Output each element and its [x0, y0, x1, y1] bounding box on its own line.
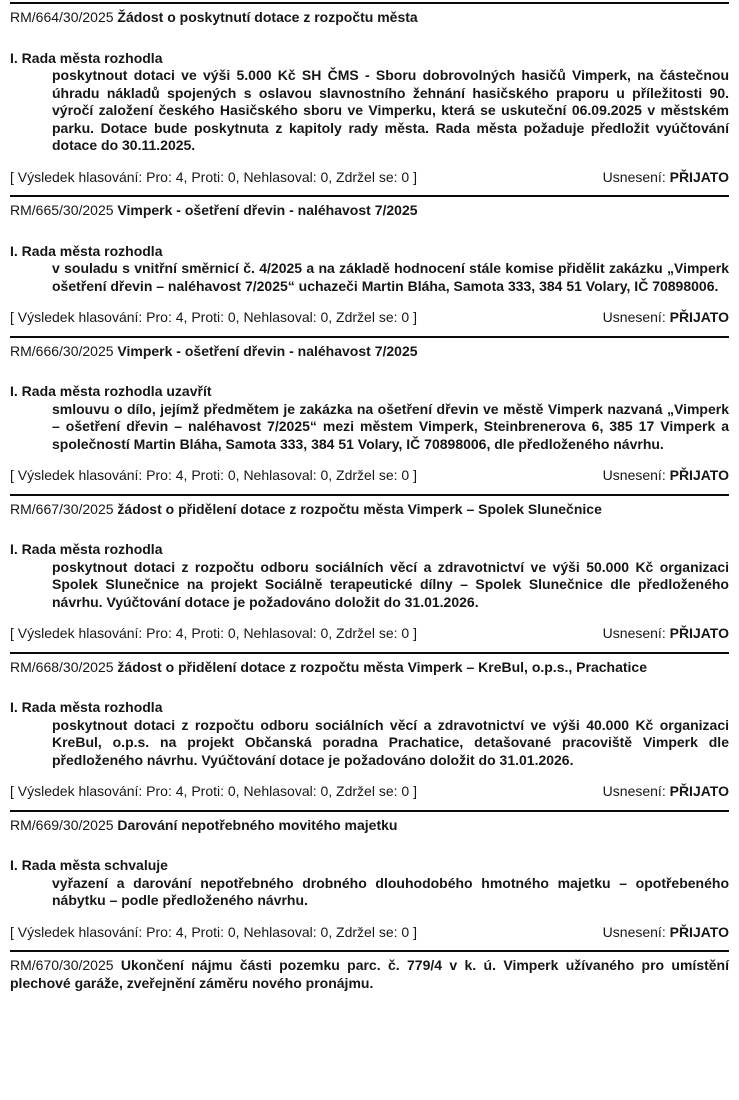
- resolution-title-text: Ukončení nájmu části pozemku parc. č. 779/4 v k. ú. Vimperk užívaného pro umístění plechové garáže, zveřejnění záměru nového pronájmu.: [10, 957, 729, 991]
- resolution-title-text: Darování nepotřebného movitého majetku: [117, 816, 398, 833]
- resolution-status-value: PŘIJATO: [669, 309, 729, 325]
- resolution-title: [10, 659, 729, 677]
- resolution-title-text: Vimperk - ošetření dřevin - naléhavost 7/2025: [117, 202, 418, 218]
- vote-result: [ Výsledek hlasování: Pro: 4, Proti: 0, Nehlasoval: 0, Zdržel se: 0 ]: [10, 783, 417, 799]
- resolution-status-value: PŘIJATO: [669, 168, 729, 185]
- resolution-status: [603, 169, 729, 187]
- resolution-status-value: PŘIJATO: [669, 783, 729, 799]
- resolution-title: [10, 817, 729, 835]
- separator-rule: [10, 810, 729, 812]
- resolution-status: [603, 309, 729, 327]
- resolution-title-text: žádost o přidělení dotace z rozpočtu města Vimperk – KreBul, o.p.s., Prachatice: [117, 658, 647, 675]
- resolution-title-text: Vimperk - ošetření dřevin - naléhavost 7/2025: [117, 342, 418, 359]
- resolution-body: poskytnout dotaci z rozpočtu odboru sociálních věcí a zdravotnictví ve výši 40.000 Kč organizaci KreBul, o.p.s. na projekt Občanská poradna Prachatice, detašované pracoviště Vimperk dle předloženého návrhu. Vyúčtování dotace je požadováno doložit do 31.01.2026.: [52, 716, 729, 768]
- resolution-section-670: [10, 957, 729, 992]
- resolution-title-text: Žádost o poskytnutí dotace z rozpočtu města: [117, 9, 418, 25]
- resolution-status-value: PŘIJATO: [669, 467, 729, 483]
- resolution-status-label: Usnesení:: [602, 467, 666, 483]
- resolution-body: poskytnout dotaci z rozpočtu odboru sociálních věcí a zdravotnictví ve výši 50.000 Kč organizaci Spolek Slunečnice na projekt Sociálně terapeutické dílny – Spolek Slunečnice dle předloženého návrhu. Vyúčtování dotace je požadováno doložit do 31.01.2026.: [52, 558, 729, 610]
- resolution-number: RM/666/30/2025: [10, 342, 114, 359]
- resolution-section-669: [10, 817, 729, 953]
- vote-row: [10, 625, 729, 643]
- resolution-body: poskytnout dotaci ve výši 5.000 Kč SH ČMS - Sboru dobrovolných hasičů Vimperk, na částečnou úhradu nákladů spojených s oslavou slavnostního žehnání hasičského praporu u příležitosti 90. výročí založení českého Hasičského sboru ve Vimperku, která se uskuteční 06.09.2025 v městském parku. Dotace bude poskytnuta z kapitoly rady města. Rada města požaduje předložit vyúčtování dotace do 30.11.2025.: [52, 67, 729, 153]
- clause-heading: I. Rada města schvaluje: [10, 857, 168, 873]
- separator-rule: [10, 2, 729, 4]
- vote-row: [10, 783, 729, 801]
- vote-row: [10, 924, 729, 942]
- resolution-status-label: Usnesení:: [602, 783, 666, 799]
- resolution-title: [10, 343, 729, 361]
- resolution-section-668: [10, 659, 729, 812]
- vote-row: [10, 309, 729, 327]
- separator-rule: [10, 336, 729, 338]
- resolution-number: RM/668/30/2025: [10, 658, 114, 675]
- resolution-section-665: [10, 202, 729, 338]
- vote-result: [ Výsledek hlasování: Pro: 4, Proti: 0, Nehlasoval: 0, Zdržel se: 0 ]: [10, 625, 417, 641]
- resolution-status-value: PŘIJATO: [669, 923, 729, 940]
- resolution-number: RM/667/30/2025: [10, 500, 114, 517]
- resolution-status-label: Usnesení:: [602, 168, 666, 185]
- vote-result: [ Výsledek hlasování: Pro: 4, Proti: 0, Nehlasoval: 0, Zdržel se: 0 ]: [10, 467, 417, 483]
- resolution-number: RM/669/30/2025: [10, 816, 114, 833]
- clause-heading: I. Rada města rozhodla: [10, 242, 163, 259]
- resolution-title: [10, 202, 729, 220]
- vote-result: [ Výsledek hlasování: Pro: 4, Proti: 0, Nehlasoval: 0, Zdržel se: 0 ]: [10, 168, 417, 185]
- resolution-title-text: žádost o přidělení dotace z rozpočtu města Vimperk – Spolek Slunečnice: [117, 500, 602, 517]
- vote-row: [10, 169, 729, 187]
- clause-heading: I. Rada města rozhodla: [10, 699, 163, 715]
- resolution-section-666: [10, 343, 729, 496]
- resolution-title: [10, 501, 729, 519]
- vote-row: [10, 467, 729, 485]
- resolution-status: [603, 625, 729, 643]
- resolution-body: vyřazení a darování nepotřebného drobného dlouhodobého hmotného majetku – opotřebeného nábytku – podle předloženého návrhu.: [52, 874, 729, 908]
- resolution-body: smlouvu o dílo, jejímž předmětem je zakázka na ošetření dřevin ve městě Vimperk nazvaná „Vimperk – ošetření dřevin – naléhavost 7/2025“ mezi městem Vimperk, Steinbrenerova 6, 385 17 Vimperk a společností Martin Bláha, Samota 333, 384 51 Volary, IČ 70898006, dle předloženého návrhu.: [52, 400, 729, 452]
- resolution-status-value: PŘIJATO: [669, 625, 729, 641]
- resolution-section-667: [10, 501, 729, 654]
- resolution-title: [10, 957, 729, 992]
- clause-heading: I. Rada města rozhodla: [10, 49, 163, 66]
- resolution-status: [603, 467, 729, 485]
- separator-rule: [10, 950, 729, 952]
- resolution-status-label: Usnesení:: [602, 309, 666, 325]
- separator-rule: [10, 652, 729, 654]
- resolution-status: [603, 924, 729, 942]
- resolution-title: [10, 9, 729, 27]
- document-page: [0, 2, 739, 1100]
- clause-heading: I. Rada města rozhodla: [10, 541, 163, 557]
- resolution-status-label: Usnesení:: [602, 923, 666, 940]
- clause-heading: I. Rada města rozhodla uzavřít: [10, 383, 212, 399]
- resolution-number: RM/670/30/2025: [10, 957, 114, 973]
- resolution-section-664: [10, 9, 729, 197]
- resolution-body: v souladu s vnitřní směrnicí č. 4/2025 a na základě hodnocení stále komise přidělit zakázku „Vimperk ošetření dřevin – naléhavost 7/2025“ uchazeči Martin Bláha, Samota 333, 384 51 Volary, IČ 70898006.: [52, 260, 729, 294]
- resolution-number: RM/664/30/2025: [10, 9, 114, 25]
- resolution-status: [603, 783, 729, 801]
- vote-result: [ Výsledek hlasování: Pro: 4, Proti: 0, Nehlasoval: 0, Zdržel se: 0 ]: [10, 923, 417, 940]
- separator-rule: [10, 195, 729, 197]
- resolution-number: RM/665/30/2025: [10, 202, 114, 218]
- separator-rule: [10, 494, 729, 496]
- resolution-status-label: Usnesení:: [602, 625, 666, 641]
- vote-result: [ Výsledek hlasování: Pro: 4, Proti: 0, Nehlasoval: 0, Zdržel se: 0 ]: [10, 309, 417, 325]
